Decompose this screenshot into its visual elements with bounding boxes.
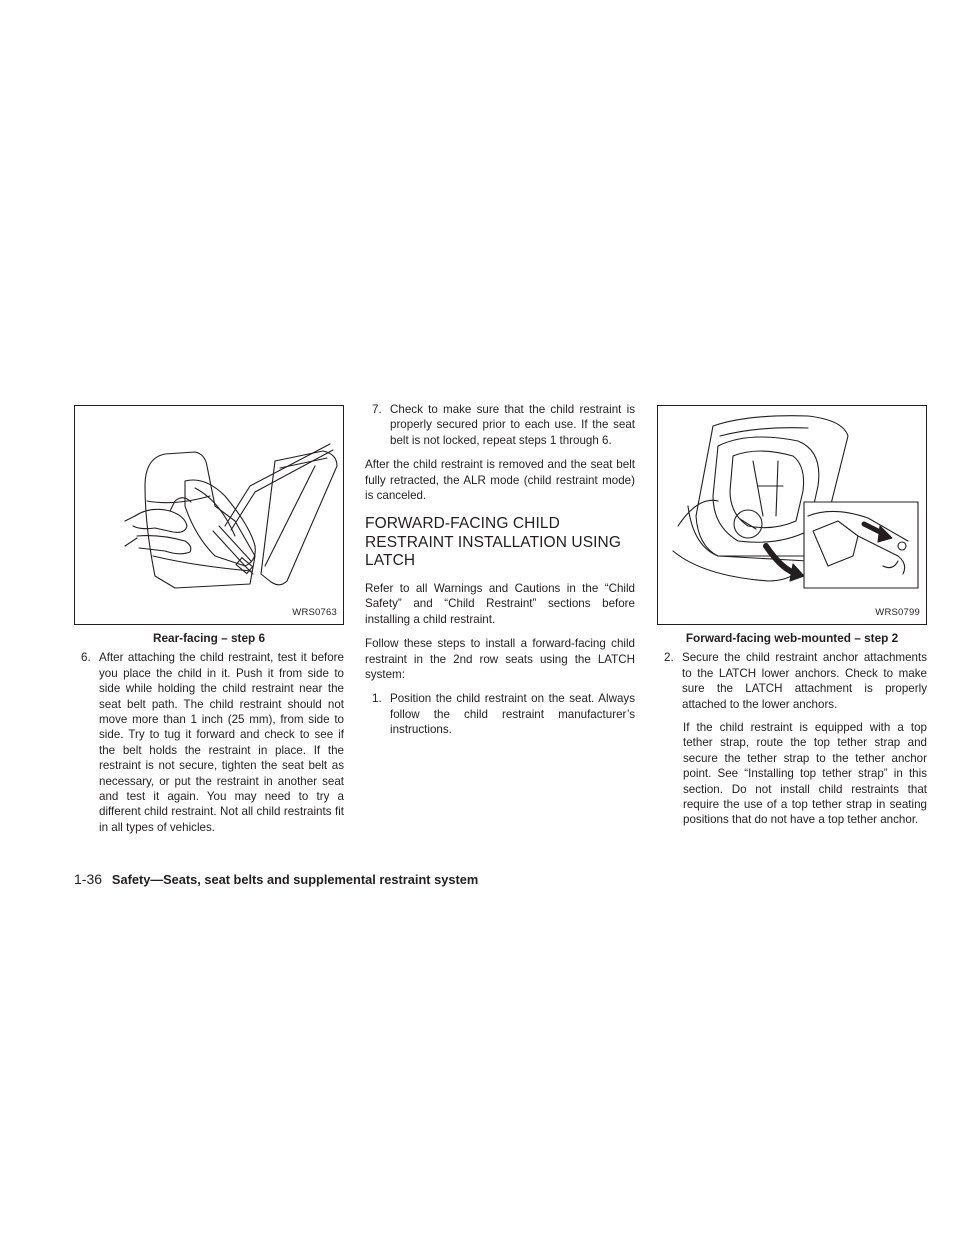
figure-code: WRS0763: [292, 606, 337, 618]
step-6: [74, 650, 344, 835]
rear-facing-illustration: [74, 405, 344, 625]
left-column: [74, 402, 344, 835]
step-2: [657, 650, 927, 712]
step-7: [365, 402, 635, 448]
paragraph-alr-mode: After the child restraint is removed and the seat belt fully retracted, the ALR mode (child restraint mode) is canceled.: [365, 458, 635, 503]
middle-column: [365, 402, 635, 738]
figure-caption: Rear-facing – step 6: [152, 631, 266, 645]
section-heading: FORWARD-FACING CHILD RESTRAINT INSTALLATION USING LATCH: [365, 515, 622, 570]
step-number: 2.: [664, 651, 674, 665]
forward-facing-illustration: [657, 405, 927, 625]
step-1: [365, 691, 635, 737]
rear-facing-seat-drawing: [75, 406, 343, 624]
forward-facing-seat-drawing: [658, 406, 926, 624]
step-text: After attaching the child restraint, test it before you place the child in it. Push it from side to side while holding the child restraint near the seat belt path. The child restraint should not move more than 1 inch (25 mm), from side to side. Try to tug it forward and check to see if the belt holds the restraint in place. If the restraint is not secure, tighten the seat belt as necessary, or put the restraint in another seat and test it again. You may need to try a different child restraint. Not all child restraints fit in all types of vehicles.: [99, 651, 344, 834]
paragraph-top-tether: If the child restraint is equipped with a top tether strap, route the top tether strap and secure the tether strap to the tether anchor point. See “Installing top tether strap” in this section. Do not install child restraints that require the use of a top tether strap in seating positions that do not have a top tether anchor.: [683, 721, 927, 827]
step-number: 1.: [372, 692, 382, 706]
page-number: 1-36: [74, 871, 103, 887]
step-number: 6.: [81, 651, 91, 665]
figure-caption: Forward-facing web-mounted – step 2: [685, 631, 899, 645]
paragraph-warnings: Refer to all Warnings and Cautions in the “Child Safety” and “Child Restraint” sections before installing a child restraint.: [365, 581, 635, 626]
paragraph-follow-steps: Follow these steps to install a forward-facing child restraint in the 2nd row seats using the LATCH system:: [365, 637, 635, 681]
figure-code: WRS0799: [875, 606, 920, 618]
right-column: [657, 402, 927, 828]
page-footer: [74, 871, 478, 887]
section-title: Safety—Seats, seat belts and supplemental restraint system: [111, 872, 479, 887]
step-text: Secure the child restraint anchor attachments to the LATCH lower anchors. Check to make sure the LATCH attachment is properly attached to the lower anchors.: [682, 651, 927, 711]
step-number: 7.: [372, 403, 382, 416]
step-text: Check to make sure that the child restraint is properly secured prior to each use. If the seat belt is not locked, repeat steps 1 through 6.: [390, 403, 635, 447]
step-text: Position the child restraint on the seat. Always follow the child restraint manufacturer’s instructions.: [390, 692, 635, 737]
